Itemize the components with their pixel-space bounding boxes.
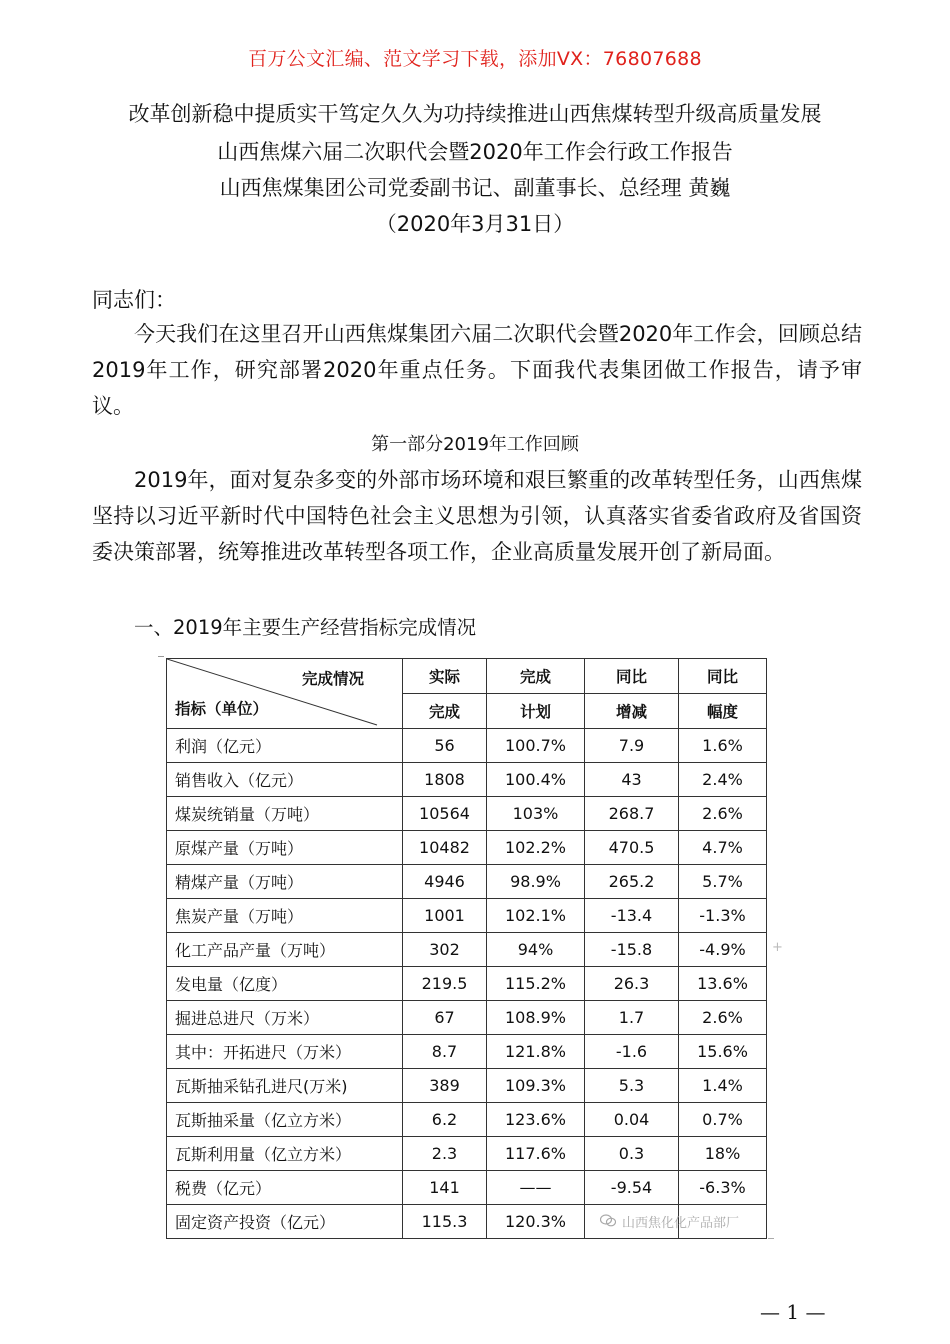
page-number: — 1 — xyxy=(760,1300,826,1324)
cell-plan: 94% xyxy=(487,933,585,967)
cell-change: -1.6 xyxy=(585,1035,679,1069)
cell-change: -15.8 xyxy=(585,933,679,967)
cell-rate: 13.6% xyxy=(679,967,767,1001)
wechat-icon xyxy=(600,1214,616,1231)
header-actual-l1: 实际 xyxy=(403,659,487,694)
cell-actual: 219.5 xyxy=(403,967,487,1001)
cell-rate: -6.3% xyxy=(679,1171,767,1205)
cell-rate: 2.4% xyxy=(679,763,767,797)
indicators-heading: 一、2019年主要生产经营指标完成情况 xyxy=(134,616,477,639)
table-body xyxy=(167,729,767,1239)
cell-change: 0.3 xyxy=(585,1137,679,1171)
cell-plan: 102.1% xyxy=(487,899,585,933)
cell-rate: 18% xyxy=(679,1137,767,1171)
row-label: 其中：开拓进尺（万米） xyxy=(167,1035,403,1069)
cell-change: 268.7 xyxy=(585,797,679,831)
cell-change: 5.3 xyxy=(585,1069,679,1103)
cell-change: 26.3 xyxy=(585,967,679,1001)
cell-change: 1.7 xyxy=(585,1001,679,1035)
cell-actual: 8.7 xyxy=(403,1035,487,1069)
cell-plan: 103% xyxy=(487,797,585,831)
report-date: （2020年3月31日） xyxy=(375,212,575,236)
cell-change: 43 xyxy=(585,763,679,797)
cell-change: 7.9 xyxy=(585,729,679,763)
table-row xyxy=(167,831,767,865)
cell-rate: -1.3% xyxy=(679,899,767,933)
cell-plan: 109.3% xyxy=(487,1069,585,1103)
cell-plan: 102.2% xyxy=(487,831,585,865)
cell-actual: 4946 xyxy=(403,865,487,899)
cell-change: -13.4 xyxy=(585,899,679,933)
table-row xyxy=(167,1069,767,1103)
cell-actual: 1001 xyxy=(403,899,487,933)
row-label: 化工产品产量（万吨） xyxy=(167,933,403,967)
row-label: 销售收入（亿元） xyxy=(167,763,403,797)
cell-actual: 67 xyxy=(403,1001,487,1035)
table-row xyxy=(167,967,767,1001)
header-rate-l1: 同比 xyxy=(679,659,767,694)
cell-plan: 100.7% xyxy=(487,729,585,763)
header-rate-l2: 幅度 xyxy=(679,694,767,729)
cell-actual: 141 xyxy=(403,1171,487,1205)
cell-actual: 302 xyxy=(403,933,487,967)
table-row xyxy=(167,899,767,933)
header-actual-l2: 完成 xyxy=(403,694,487,729)
cell-actual: 6.2 xyxy=(403,1103,487,1137)
cell-plan: 121.8% xyxy=(487,1035,585,1069)
report-title: 改革创新稳中提质实干笃定久久为功持续推进山西焦煤转型升级高质量发展 xyxy=(128,102,822,126)
cell-plan: 108.9% xyxy=(487,1001,585,1035)
report-subtitle: 山西焦煤六届二次职代会暨2020年工作会行政工作报告 xyxy=(217,140,733,164)
row-label: 利润（亿元） xyxy=(167,729,403,763)
cell-actual: 56 xyxy=(403,729,487,763)
cell-plan: 115.2% xyxy=(487,967,585,1001)
row-label: 瓦斯抽采钻孔进尺(万米) xyxy=(167,1069,403,1103)
cell-actual: 115.3 xyxy=(403,1205,487,1239)
cell-plan: 117.6% xyxy=(487,1137,585,1171)
cell-rate: 2.6% xyxy=(679,797,767,831)
cell-actual: 2.3 xyxy=(403,1137,487,1171)
row-label: 掘进总进尺（万米） xyxy=(167,1001,403,1035)
diagonal-header-cell xyxy=(167,659,403,729)
row-label: 固定资产投资（亿元） xyxy=(167,1205,403,1239)
cell-change: 265.2 xyxy=(585,865,679,899)
cell-plan: 98.9% xyxy=(487,865,585,899)
corner-tick xyxy=(158,656,164,657)
indicators-table xyxy=(166,658,767,1239)
cell-actual: 10482 xyxy=(403,831,487,865)
side-plus-mark: + xyxy=(772,940,783,955)
cell-rate: -4.9% xyxy=(679,933,767,967)
table-row xyxy=(167,1171,767,1205)
row-label: 税费（亿元） xyxy=(167,1171,403,1205)
cell-actual: 389 xyxy=(403,1069,487,1103)
row-label: 煤炭统销量（万吨） xyxy=(167,797,403,831)
header-plan-l2: 计划 xyxy=(487,694,585,729)
cell-change: 0.04 xyxy=(585,1103,679,1137)
table-row xyxy=(167,797,767,831)
cell-plan: 123.6% xyxy=(487,1103,585,1137)
row-label: 焦炭产量（万吨） xyxy=(167,899,403,933)
table-row xyxy=(167,865,767,899)
cell-change: -9.54 xyxy=(585,1171,679,1205)
cell-plan: —— xyxy=(487,1171,585,1205)
diag-header-bottom: 指标（单位） xyxy=(175,700,269,718)
table-row xyxy=(167,1103,767,1137)
header-change-l1: 同比 xyxy=(585,659,679,694)
cell-actual: 10564 xyxy=(403,797,487,831)
table-row xyxy=(167,1137,767,1171)
cell-change: 470.5 xyxy=(585,831,679,865)
cell-rate: 5.7% xyxy=(679,865,767,899)
table-row xyxy=(167,1035,767,1069)
corner-tick-bottom xyxy=(768,1238,774,1239)
salutation: 同志们： xyxy=(92,288,176,312)
header-change-l2: 增减 xyxy=(585,694,679,729)
table-row xyxy=(167,933,767,967)
table-header-row xyxy=(167,659,767,694)
cell-rate: 1.4% xyxy=(679,1069,767,1103)
table-row xyxy=(167,729,767,763)
cell-rate: 0.7% xyxy=(679,1103,767,1137)
row-label: 精煤产量（万吨） xyxy=(167,865,403,899)
table-row xyxy=(167,763,767,797)
contact-banner: 百万公文汇编、范文学习下载，添加VX：76807688 xyxy=(248,48,702,70)
cell-rate: 1.6% xyxy=(679,729,767,763)
review-paragraph: 2019年，面对复杂多变的外部市场环境和艰巨繁重的改革转型任务，山西焦煤坚持以习近平新时代中国特色社会主义思想为引领，认真落实省委省政府及省国资委决策部署，统筹推进改革转型各项工作，企业高质量发展开创了新局面。 xyxy=(92,468,862,564)
watermark-text: 山西焦化化产品部厂 xyxy=(622,1216,740,1231)
cell-rate: 2.6% xyxy=(679,1001,767,1035)
header-plan-l1: 完成 xyxy=(487,659,585,694)
row-label: 原煤产量（万吨） xyxy=(167,831,403,865)
section-title: 第一部分2019年工作回顾 xyxy=(371,434,579,455)
row-label: 发电量（亿度） xyxy=(167,967,403,1001)
row-label: 瓦斯抽采量（亿立方米） xyxy=(167,1103,403,1137)
cell-rate: 4.7% xyxy=(679,831,767,865)
watermark xyxy=(600,1212,739,1231)
cell-rate: 15.6% xyxy=(679,1035,767,1069)
cell-plan: 120.3% xyxy=(487,1205,585,1239)
intro-paragraph: 今天我们在这里召开山西焦煤集团六届二次职代会暨2020年工作会，回顾总结2019年工作，研究部署2020年重点任务。下面我代表集团做工作报告，请予审议。 xyxy=(92,322,862,418)
row-label: 瓦斯利用量（亿立方米） xyxy=(167,1137,403,1171)
report-author: 山西焦煤集团公司党委副书记、副董事长、总经理 黄巍 xyxy=(219,176,731,200)
diag-header-top: 完成情况 xyxy=(301,670,364,688)
table-row xyxy=(167,1001,767,1035)
cell-actual: 1808 xyxy=(403,763,487,797)
cell-plan: 100.4% xyxy=(487,763,585,797)
